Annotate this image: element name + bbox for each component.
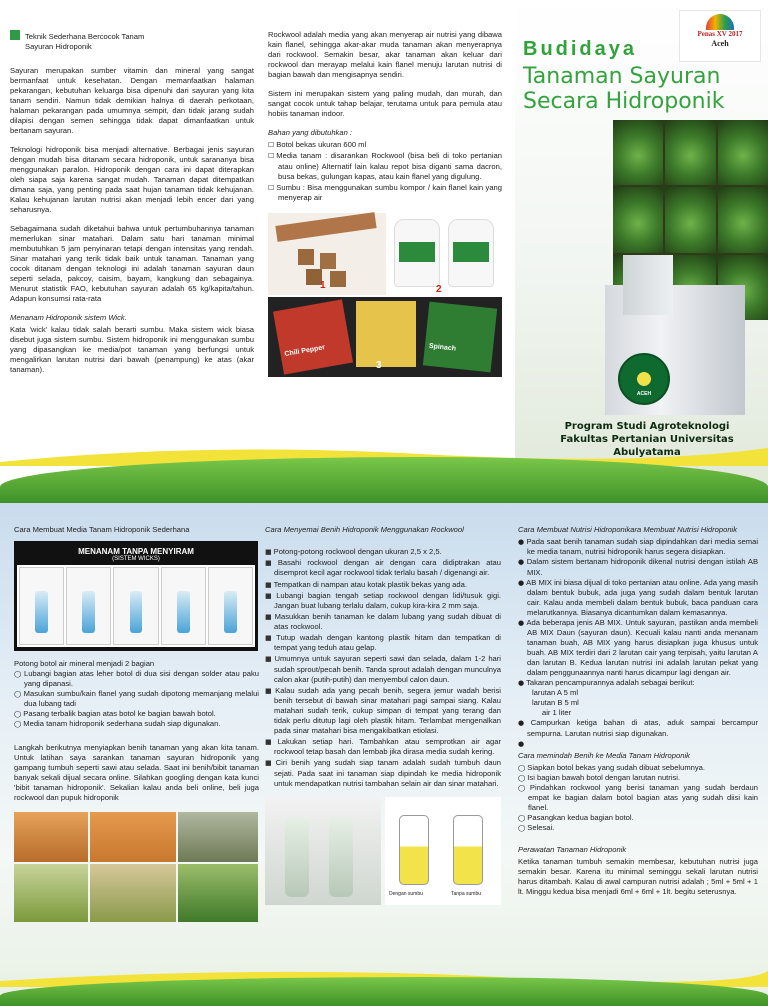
bottle-plant-figures	[265, 797, 501, 907]
seeding-steps-list	[265, 547, 501, 789]
nutrient-item: ● AB MIX ini biasa dijual di toko pertanian atau online. Ada yang masih dalam bentuk bubuk, ada juga yang sudah dalam bentuk larutan cair. Kalau anda membeli dalam bentuk bubuk, baca panduan cara melarutkannya. Biasanya dicantumkan dalam kemasannya.	[518, 578, 758, 618]
seed-packets-photo	[268, 297, 502, 377]
penas-logo	[679, 10, 761, 62]
bottle-plant-illustration	[385, 797, 501, 905]
material-item: ☐ Botol bekas ukuran 600 ml	[268, 140, 502, 150]
nutrient-item: ● Pada saat benih tanaman sudah siap dipindahkan dari media semai ke media tanam, nutrisi hidroponik harus segera disiapkan.	[518, 537, 758, 557]
intro-paragraph-3: Sebagaimana sudah diketahui bahwa untuk pertumbuhannya tanaman memerlukan sinar matahari. Dalam satu hari tanaman minimal membutuhkan 5 jam penyinaran tetapi dengan intensitas yang rendah. Sinar matahari yang terik tidak baik untuk tanaman. Tanaman yang cocok ditanam dengan teknologi ini adalah tanaman sayuran daun seperti selada, pakcoy, caisim, bayam, kangkung dan sebagainya. Menurut statistik FAO, kebutuhan sayuran adalah 65 kg/kapita/tahun. Adapun konsumsi rata-rata	[10, 224, 254, 304]
brand-title-line-2: Tanaman Sayuran	[523, 64, 721, 89]
seeding-column	[265, 525, 501, 907]
diagram-step-bottle-icon	[19, 567, 64, 645]
transplant-step: ◯ Selesai.	[518, 823, 758, 833]
bottle-step: ◯ Media tanam hidroponik sederhana sudah siap digunakan.	[14, 719, 259, 729]
heading-line-2: Sayuran Hidroponik	[25, 42, 92, 52]
intro-heading	[10, 30, 254, 52]
nutrient-list	[518, 537, 758, 688]
wick-heading: Menanam Hidroponik sistem Wick.	[10, 313, 127, 323]
bottle-plant-photo	[265, 797, 381, 905]
seeding-step: ■ Tempatkan di nampan atau kotak plastik bekas yang ada.	[265, 580, 501, 590]
diagram-title: MENANAM TANPA MENYIRAM	[78, 547, 194, 557]
transplant-step: ◯ Siapkan botol bekas yang sudah dibuat sebelumnya.	[518, 763, 758, 773]
seal-text: ACEH	[636, 391, 652, 397]
seeding-step: ■ Masukkan benih tanaman ke dalam lubang yang sudah dibuat di atas rockwool.	[265, 612, 501, 632]
seedling-photo-3	[178, 812, 258, 862]
seeding-step: ■ Lakukan setiap hari. Tambahkan atau semprotkan air agar rockwool tetap basah dan lembab jika dirasa media sudah kering.	[265, 737, 501, 757]
care-paragraph: Ketika tanaman tumbuh semakin membesar, kebutuhan nutrisi juga semakin besar. Karena itu minimal seminggu sekali larutan nutrisi harus ditambah. Kalau di awal campuran nutrisi adalah ; 5ml + 5ml + 1 lt. Minggu kedua bisa menjadi 6ml + 6ml + 1lt. begitu seterusnya.	[518, 857, 758, 897]
seeding-step: ■ Potong-potong rockwool dengan ukuran 2,5 x 2,5.	[265, 547, 501, 557]
faculty-name: Fakultas Pertanian Universitas Abulyatama	[560, 434, 734, 459]
wick-system-diagram	[14, 541, 258, 651]
penas-logo-line-1: Penas XV 2017	[697, 30, 743, 38]
transplant-step: ◯ Isi bagian bawah botol dengan larutan nutrisi.	[518, 773, 758, 783]
nutrient-heading: Cara Membuat Nutrisi Hidroponikara Membuat Nutrisi Hidroponik	[518, 525, 738, 534]
diagram-step-bottle-icon	[161, 567, 206, 645]
seedling-photos	[14, 812, 258, 922]
materials-heading: Bahan yang dibutuhkan :	[268, 128, 353, 138]
seeding-step: ■ Ciri benih yang sudah siap tanam adalah sudah tumbuh daun sejati. Pada saat ini tanaman siap dipindah ke media hidroponik untuk mendapatkan nutrisi tambahan selain air dan sinar matahari.	[265, 758, 501, 788]
mixing-list	[518, 718, 758, 748]
materials-list	[268, 140, 502, 203]
system-paragraph: Sistem ini merupakan sistem yang paling mudah, dan murah, dan sangat cocok untuk tahap belajar, terutama untuk para pemula atau hobiis tanaman indoor.	[268, 89, 502, 119]
transplant-step: ◯ Pindahkan rockwool yang berisi tanaman yang sudah berdaun empat ke bagian dalam botol bagian atas yang sudah diisi kain flanel.	[518, 783, 758, 813]
seeding-step: ■ Tutup wadah dengan kantong plastik hitam dan tempatkan di tempat yang teduh atau gelap.	[265, 633, 501, 653]
brand-title-line-1: Budidaya	[523, 38, 638, 60]
intro-paragraph-1: Sayuran merupakan sumber vitamin dan mineral yang sangat bermanfaat untuk kesehatan. Dengan memanfaatkan halaman pekarangan, kebutuhan keluarga bisa dipenuhi dari sayuran yang kita tanam sendiri. Namun tidak demikian halnya di daerah perkotaan, halaman pekarangan pada umumnya sempit, dan tidak jarang sudah dilapisi dengan semen sehingga tidak dapat dimanfaatkan untuk bertanam sayuran.	[10, 66, 254, 136]
seedling-photo-5	[90, 864, 176, 922]
study-program: Program Studi Agroteknologi	[564, 421, 730, 432]
seed-prep-paragraph: Langkah berikutnya menyiapkan benih tanaman yang akan kita tanam. Untuk latihan saya sarankan tanaman sayuran hidroponik yang gampang tumbuh seperti sawi atau selada. Saat ini benih/bibit tanaman banyak sekali dijual secara online. Silahkan googling dengan kata kunci 'bibit tanaman hidroponik'. Sekalian kalau anda beli online, beli juga rockwool dan pupuk hidroponik	[14, 743, 259, 803]
photo-number-3: 3	[376, 359, 382, 371]
transplant-step: ◯ Pasangkan kedua bagian botol.	[518, 813, 758, 823]
seeding-step: ■ Kalau sudah ada yang pecah benih, segera jemur wadah berisi benih tersebut di bawah sinar matahari pagi sampai siang. Kalau matahari sudah terik, cukup simpan di tempat yang terang dan tidak perlu ditutup lagi oleh plastik hitam. Terlambat mengenalkan pada sinar matahari bisa mengakibatkan etiolasi.	[265, 686, 501, 736]
wick-paragraph: Kata 'wick' kalau tidak salah berarti sumbu. Maka sistem wick biasa disebut juga sistem sumbu. Sistem hidroponik ini menggunakan sumbu yang dipasangkan ke media/pot tanaman yang berfungsi untuk mengalirkan larutan nutrisi dari bawah (penampung) ke atas (akar tanaman).	[10, 325, 254, 375]
bottle-step: ◯ Masukan sumbu/kain flanel yang sudah dipotong memanjang melalui dua lubang tadi	[14, 689, 259, 709]
mixing-item: ● Campurkan ketiga bahan di atas, aduk sampai bercampur sempurna. Larutan nutrisi siap digunakan.	[518, 718, 758, 738]
transplant-list	[518, 763, 758, 833]
nutrient-column	[518, 525, 758, 906]
diagram-steps	[17, 565, 255, 647]
seedling-photo-2	[90, 812, 176, 862]
spinach-packet-label: Spinach	[428, 342, 457, 353]
cover-column	[515, 0, 768, 503]
diagram-subtitle: (SISTEM WICKS)	[112, 556, 160, 563]
figure-label-with-wick: Dengan sumbu	[389, 890, 423, 897]
seedling-photo-6	[178, 864, 258, 922]
brochure-inside	[0, 503, 768, 1006]
transplant-heading: Cara memindah Benih ke Media Tanam Hidroponik	[518, 750, 690, 760]
nutrient-item: ● Ada beberapa jenis AB MIX. Untuk sayuran, pastikan anda membeli AB MIX Daun (sayuran daun). Kecuali kalau nanti anda menanam tanaman buah, AB MIX yang harus disiapkan juga khusus untuk buah. AB MIX terdiri dari 2 larutan cair yang terpisah, yaitu larutan A dan larutan B. Kedua larutan nutrisi ini adalah larutan pekat yang dalam penggunaannya nanti harus dicampur lagi dengan air.	[518, 618, 758, 678]
dosage-item: air 1 liter	[542, 708, 572, 718]
care-heading: Perawatan Tanaman Hidroponik	[518, 845, 627, 854]
media-column	[14, 525, 259, 922]
rockwool-paragraph: Rockwool adalah media yang akan menyerap air nutrisi yang dibawa kain flanel, sehingga akar-akar muda tanaman akan menyerapnya dari rockwool. Semakin besar, akar tanaman akan keluar dari rockwool dan merayap melalui kain flanel menuju larutan nutrisi di bagian bawah dan mengisapnya sendiri.	[268, 30, 502, 80]
bottle-step: ◯ Pasang terbalik bagian atas botol ke bagian bawah botol.	[14, 709, 259, 719]
penas-logo-icon	[706, 14, 734, 30]
dosage-item: larutan B 5 ml	[532, 698, 579, 708]
intro-column	[10, 30, 254, 384]
seedling-photo-4	[14, 864, 88, 922]
diagram-step-bottle-icon	[66, 567, 111, 645]
photo-number-2: 2	[436, 283, 442, 295]
materials-photo-collage	[268, 213, 502, 377]
intro-paragraph-2: Teknologi hidroponik bisa menjadi alternative. Berbagai jenis sayuran dengan mudah bisa ditanam secara hidroponik, untuk sarananya bisa menggunakan paralon. Hidroponik dengan cara ini dapat diterapkan oleh siapa saja karena sangat mudah. Tanaman dapat ditempatkan dimana saja, yang penting pada saat hujan tanaman tidak kehujanan. Kalau kehujanan larutan nutrisi akan menjadi lebih encer dari yang seharusnya.	[10, 145, 254, 215]
empty-bullet	[518, 739, 758, 749]
seeding-heading: Cara Menyemai Benih Hidroponik Menggunakan Rockwool	[265, 525, 464, 534]
seeding-step: ■ Basahi rockwool dengan air dengan cara didiptrakan atau disemprot kecil agar rockwool tidak terlalu basah / digenangi air.	[265, 558, 501, 578]
bottle-steps-list	[14, 669, 259, 729]
chili-packet-label: Chili Pepper	[284, 344, 326, 359]
material-item: ☐ Sumbu : Bisa menggunakan sumbu kompor / kain flanel kain yang menyerap air	[268, 183, 502, 203]
photo-number-1: 1	[320, 279, 326, 291]
diagram-step-bottle-icon	[113, 567, 158, 645]
materials-column	[268, 30, 502, 377]
bottle-step: ◯ Lubangi bagian atas leher botol di dua sisi dengan solder atau paku yang dipanasi.	[14, 669, 259, 689]
diagram-step-bottle-icon	[208, 567, 253, 645]
figure-label-without-wick: Tanpa sumbu	[451, 890, 482, 897]
dosage-item: larutan A 5 ml	[532, 688, 579, 698]
material-item: ☐ Media tanam : disarankan Rockwool (bisa beli di toko pertanian atau online) Alternatif lain kalau repot bisa diganti sama dacron, busa bekas, gulungan kapas, atau kain flanel yang digulung.	[268, 151, 502, 181]
nutrient-bottles-photo	[388, 213, 502, 295]
rockwool-photo	[268, 213, 386, 295]
brand-title-line-3: Secara Hidroponik	[523, 89, 725, 114]
heading-line-1: Teknik Sederhana Bercocok Tanam	[10, 30, 254, 42]
cut-bottle-heading: Potong botol air mineral menjadi 2 bagian	[14, 659, 155, 669]
dosage-list	[518, 688, 758, 718]
penas-logo-line-2: Aceh	[711, 39, 729, 49]
seedling-photo-1	[14, 812, 88, 862]
nutrient-item: ● Takaran pencampurannya adalah sebagai berikut:	[518, 678, 758, 688]
seeding-step: ■ Umumnya untuk sayuran seperti sawi dan selada, dalam 1-2 hari sudah sprout/pecah benih. Tanda sprout adalah dengan munculnya calon akar (putih-putih) dan menyembul calon daun.	[265, 654, 501, 684]
nutrient-item: ● Dalam sistem bertanam hidroponik dikenal nutrisi dengan istilah AB MIX.	[518, 557, 758, 577]
media-heading: Cara Membuat Media Tanam Hidroponik Sederhana	[14, 525, 190, 534]
university-seal-icon	[618, 353, 670, 405]
seeding-step: ■ Lubangi bagian tengah setiap rockwool dengan lidi/tusuk gigi. Jangan buat lubang terlalu dalam, cukup kira-kira 2 mm saja.	[265, 591, 501, 611]
